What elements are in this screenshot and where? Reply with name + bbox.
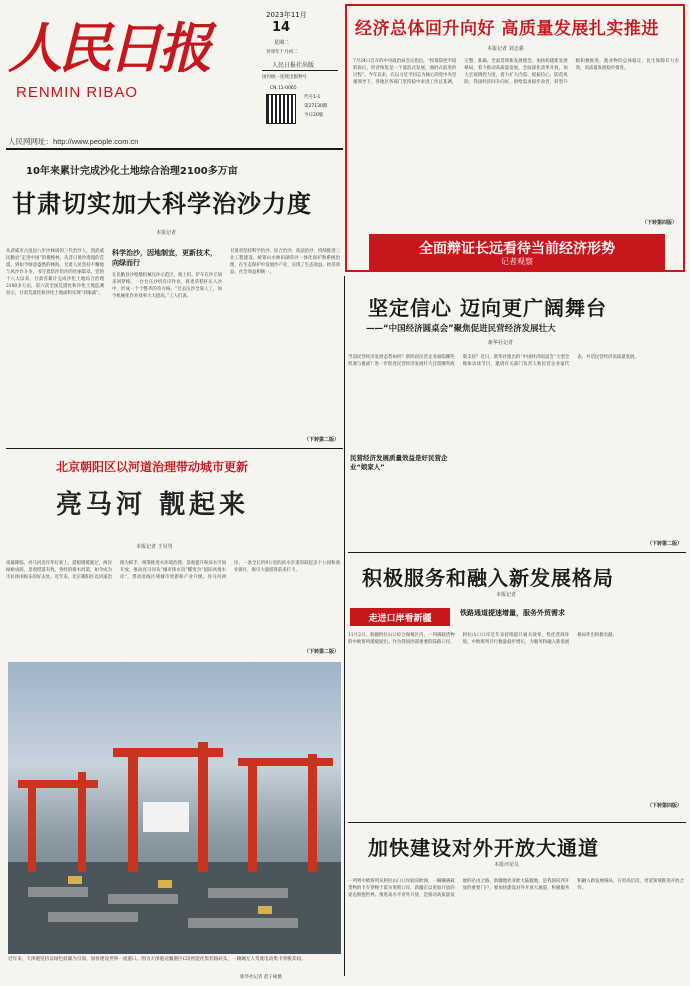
- issue-number: 第27130期: [304, 104, 328, 109]
- lead-byline: 本报记者 刘志强: [487, 46, 524, 52]
- beijing-kicker: 北京朝阳区以河道治理带动城市更新: [56, 460, 249, 474]
- pattern-headline[interactable]: 积极服务和融入新发展格局: [362, 566, 614, 590]
- issue-date: 2023年11月: [266, 11, 307, 19]
- issue-code: 代号1-1: [304, 95, 321, 100]
- pattern-more-link[interactable]: （下转第四版）: [646, 803, 682, 809]
- forum-rule: [348, 552, 686, 553]
- gansu-subhead: 科学治沙，因地制宜，更新技术，向绿而行: [112, 249, 217, 267]
- pattern-body: 11月2日，新疆阿拉山口综合保税区内，一列满载货物的中欧班列缓缓驶出。作为我国西部重要的陆路口岸，阿拉山口口岸近年来持续提升通关效率，优化营商环境，中欧班列开行数量稳步增长，为服务和融入新发展格局作出积极贡献。: [348, 633, 617, 645]
- issue-day: 14: [272, 20, 291, 35]
- issue-codes-label: 国内统一连续出版物号: [262, 75, 307, 80]
- issue-divider: [262, 70, 338, 71]
- gansu-body-left: 从武威市古浪县八步沙林场的三代治沙人，到武威民勤县“走进中国”的梭梭林，从昔日黄沙漫漫的荒漠，到如今绿意盎然的林海，甘肃人民坚持不懈地与风沙作斗争，书写着防沙治沙的壮丽篇章。党的十八大以来，甘肃省累计完成沙化土地综合治理2100多万亩，第六次全国荒漠化和沙化土地监测显示，甘肃荒漠化和沙化土地面积实现“双缩减”。: [6, 249, 104, 296]
- website-line[interactable]: 人民网网址：http://www.people.com.cn: [8, 137, 139, 146]
- opening-body: 一列列中欧班列从阿拉山口口岸驶向欧洲，一辆辆满载货物的卡车穿梭于霍尔果斯口岸，新疆正以更加开放的姿态拥抱世界。推进高水平对外开放，是推动高质量发展的必由之路。新疆地处亚欧大陆腹地，是我国向西开放的重要门户，要加快建设对外开放大通道，积极服务和融入新发展格局，在更高层次、更宽领域推进开放合作。: [348, 879, 684, 898]
- gansu-body-mid: 在民勤县沙咀墩机械压沙示范区，推土机、铲车在沙丘间来回穿梭，一台台压沙机有序作业，将麦草秸秆压入沙中，形成一个个整齐的草方格。“过去压沙全靠人工，如今机械化作业效率大大提高。”工人们说。: [112, 273, 222, 299]
- gansu-more-link[interactable]: （下转第二版）: [303, 437, 339, 443]
- photo-credit: 新华社记者 赵子硕摄: [240, 975, 282, 980]
- lead-story: [345, 4, 685, 272]
- port-cranes-illustration: [8, 662, 341, 954]
- lead-sub-headline: 全面辩证长远看待当前经济形势: [419, 241, 615, 257]
- beijing-headline[interactable]: 亮马河 靓起来: [56, 490, 250, 520]
- opening-byline: 本报评论员: [494, 862, 520, 868]
- masthead: [8, 6, 258, 146]
- forum-headline[interactable]: 坚定信心 迈向更广阔舞台: [368, 296, 607, 320]
- issue-info: [262, 6, 338, 146]
- forum-more-link[interactable]: （下转第二版）: [646, 541, 682, 547]
- forum-story: [348, 278, 686, 552]
- lead-sub-label: 记者观察: [501, 257, 533, 266]
- pattern-story: [348, 556, 686, 820]
- gansu-rule: [6, 448, 343, 449]
- qr-code[interactable]: [266, 94, 296, 124]
- issue-pages: 今日20版: [304, 113, 324, 118]
- column-divider: [344, 276, 345, 976]
- beijing-byline: 本报记者 王昊男: [136, 544, 173, 550]
- port-photo[interactable]: [8, 662, 341, 954]
- opening-story: [348, 826, 686, 982]
- masthead-rule: [6, 148, 343, 150]
- gansu-story: [6, 156, 343, 446]
- forum-byline: 新华社记者: [488, 340, 514, 346]
- pattern-rule: [348, 822, 686, 823]
- forum-subhead: ——“中国经济圆桌会”聚焦促进民营经济发展壮大: [366, 324, 556, 334]
- photo-caption: 近年来，天津港坚持以绿色低碳为引领，加快建设世界一流港口。图为天津港北疆港区C段智能化集装箱码头，一辆辆无人驾驶电动集卡穿梭其间。: [8, 957, 306, 962]
- issue-weekday: 星期二: [274, 40, 290, 46]
- beijing-more-link[interactable]: （下转第二版）: [303, 649, 339, 655]
- beijing-story: [6, 452, 343, 660]
- forum-inner-head: 民营经济发展质量效益是好民营企业“娘家人”: [350, 454, 458, 472]
- newspaper-logo: 人民日报: [8, 16, 208, 80]
- issue-lunar: 癸卯年十月初二: [266, 50, 298, 55]
- pattern-tag: [350, 608, 450, 626]
- gansu-kicker: 10年来累计完成沙化土地综合治理2100多万亩: [26, 166, 238, 177]
- pattern-inner-head: 铁路通道提速增量，服务外贸需求: [460, 609, 565, 617]
- lead-sub-banner[interactable]: [369, 234, 665, 270]
- beijing-body: 夜幕降临，亮马河沿岸华灯初上，游船缓缓驶过，两岸绿树成荫、景观错落有致。曾经的排水河道，如今成为市民休闲娱乐的好去处。近年来，北京朝阳区以河道治理为抓手，统筹推进水环境治理、景观提升和滨水空间开放，推动亮马河从“城市排水沟”蝶变为“国际风情水岸”，带动沿线区域城市更新和产业升级。亮马河两岸，一条全长约9公里的滨水步道串联起多个公园和商业街区，吸引大量游客前来打卡。: [6, 561, 340, 580]
- pattern-byline: 本报记者: [496, 592, 517, 598]
- issue-cn-code: CN 11-0065: [270, 86, 297, 91]
- gansu-headline[interactable]: 甘肃切实加大科学治沙力度: [12, 190, 312, 218]
- pattern-tag-label: 走进口岸看新疆: [368, 614, 432, 624]
- lead-body: 7月24日召开的中央政治局会议指出，“疫情防控平稳转段后，经济恢复是一个波浪式发展、曲折式前进的过程”。今年以来，在以习近平同志为核心的党中央坚强领导下，各地区各部门坚持稳中求进工作总基调，完整、准确、全面贯彻新发展理念，加快构建新发展格局，着力推动高质量发展，全面深化改革开放，加大宏观调控力度，着力扩大内需、提振信心、防范风险，我国经济回升向好，供给需求稳步改善，转型升级积极推进，就业物价总体稳定，民生保障有力有效，高质量发展稳步推进。: [353, 59, 679, 85]
- opening-headline[interactable]: 加快建设对外开放大通道: [368, 836, 599, 860]
- forum-body: 当前民营经济发展态势如何？新阶段民营企业面临哪些机遇与挑战？进一步促进民营经济发展壮大还需哪些政策支持？近日，新华社推出的“中国经济圆桌会”大型全媒体访谈节目，邀请有关部门负责人和民营企业家代表，共话民营经济高质量发展。: [348, 355, 639, 367]
- lead-more-link[interactable]: （下转第四版）: [641, 220, 677, 226]
- lead-headline[interactable]: 经济总体回升向好 高质量发展扎实推进: [355, 19, 659, 39]
- gansu-body-right: 甘肃省坚持科学治沙、综合治沙、依法治沙，持续推进三北工程建设，统筹山水林田湖草沙一体化保护和系统治理，在生态保护中发展沙产业，实现了生态效益、经济效益、社会效益相统一。: [230, 249, 340, 275]
- gansu-byline: 本报记者: [156, 230, 177, 236]
- port-terminal-sign: [143, 802, 189, 832]
- newspaper-pinyin: RENMIN RIBAO: [16, 84, 139, 101]
- issue-publisher: 人民日报社出版: [272, 62, 315, 69]
